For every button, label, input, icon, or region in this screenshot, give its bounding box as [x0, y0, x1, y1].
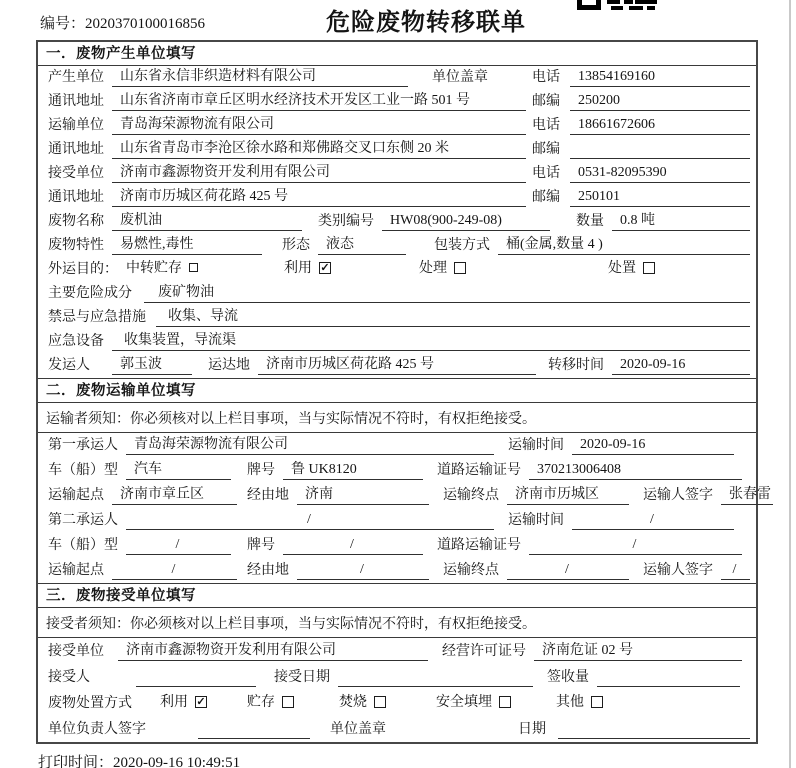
terminus-value: 济南市历城区 [507, 483, 629, 505]
option-label: 利用 [284, 261, 312, 276]
terminus-value: / [507, 562, 629, 580]
phone-label: 电话 [532, 118, 560, 133]
purpose-option [284, 257, 331, 279]
received-quantity-label: 签收量 [547, 670, 589, 685]
option-label: 贮存 [247, 695, 275, 710]
unit-seal-label: 单位盖章 [330, 722, 386, 737]
receiver-address-row [38, 186, 756, 210]
date-value [558, 737, 750, 739]
waste-name-value: 废机油 [112, 209, 302, 231]
field-label: 通讯地址 [48, 94, 104, 109]
plate-value: 鲁 UK8120 [283, 458, 423, 480]
emergency-equipment-row [38, 330, 756, 354]
vehicle-type-row [38, 458, 756, 483]
receive-date-label: 接受日期 [274, 670, 330, 685]
emergency-measures-value: 收集、导流 [156, 305, 750, 327]
field-label: 接受单位 [48, 644, 104, 659]
disposal-option [556, 691, 603, 713]
disposal-option [247, 691, 294, 713]
zip-value: 250101 [570, 189, 750, 207]
qr-code-icon [577, 0, 659, 11]
field-label: 运输单位 [48, 118, 104, 133]
section-transporter-title: 二．废物运输单位填写 [38, 378, 756, 403]
transfer-time-label: 转移时间 [548, 358, 604, 373]
responsible-signature-value [198, 737, 310, 739]
field-label: 废物名称 [48, 214, 104, 229]
field-label: 运输起点 [48, 563, 104, 578]
via-label: 经由地 [247, 488, 289, 503]
plate-label: 牌号 [247, 538, 275, 553]
section-producer-title: 一．废物产生单位填写 [38, 42, 756, 66]
producer-address-row [38, 90, 756, 114]
field-label: 第二承运人 [48, 513, 118, 528]
field-label: 通讯地址 [48, 190, 104, 205]
checkbox-checked-icon: ✓ [196, 695, 206, 708]
plate-value: / [283, 537, 423, 555]
phone-label: 电话 [532, 70, 560, 85]
print-time-label: 打印时间： [38, 755, 114, 768]
hazard-component-value: 废矿物油 [144, 281, 750, 303]
zip-value: 250200 [570, 93, 750, 111]
origin-value: 济南市章丘区 [112, 483, 237, 505]
road-permit-value: / [529, 537, 742, 555]
zip-label: 邮编 [532, 142, 560, 157]
carrier-signature-value: / [721, 562, 750, 580]
date-group [518, 718, 750, 739]
field-label: 产生单位 [48, 70, 104, 85]
terminus-label: 运输终点 [443, 563, 499, 578]
recipient-row [38, 664, 756, 690]
receiver-notice: 接受者须知：你必须核对以上栏目事项，当与实际情况不符时，有权拒绝接受。 [38, 608, 756, 638]
category-code-value: HW08(900-249-08) [382, 213, 550, 231]
section-transporter [38, 378, 771, 583]
address-value: 山东省济南市章丘区明水经济技术开发区工业一路 501 号 [112, 89, 526, 111]
disposal-option [436, 691, 511, 713]
shipper-row [38, 354, 756, 378]
road-permit-label: 道路运输证号 [437, 463, 521, 478]
received-quantity-value [597, 685, 740, 687]
recipient-value [136, 685, 256, 687]
unit-seal-label: 单位盖章 [432, 70, 488, 85]
transfer-time-value: 2020-09-16 [612, 357, 750, 375]
emergency-equipment-value: 收集装置，导流渠 [112, 329, 750, 351]
checkbox-icon [189, 263, 198, 272]
field-label: 车（船）型 [48, 463, 118, 478]
field-label: 单位负责人签字 [48, 722, 146, 737]
checkbox-icon [643, 262, 655, 274]
quantity-value: 0.8 吨 [612, 209, 750, 231]
field-label: 通讯地址 [48, 142, 104, 157]
transfer-purpose-row [38, 258, 756, 282]
field-label: 外运目的： [48, 262, 118, 277]
hazard-component-row [38, 282, 756, 306]
checkbox-icon [454, 262, 466, 274]
address-value: 山东省青岛市李沧区徐水路和郑佛路交叉口东侧 20 米 [112, 137, 526, 159]
field-label: 应急设备 [48, 334, 104, 349]
section-producer [38, 42, 756, 378]
first-carrier-row [38, 433, 756, 458]
disposal-option [339, 691, 386, 713]
second-carrier-row [38, 508, 756, 533]
option-label: 焚烧 [339, 695, 367, 710]
second-carrier-value: / [126, 512, 494, 530]
phone-value: 13854169160 [570, 69, 750, 87]
option-label: 其他 [556, 695, 584, 710]
waste-property-row [38, 234, 756, 258]
transport-route-row-2 [38, 558, 756, 583]
field-label: 车（船）型 [48, 538, 118, 553]
print-time [38, 751, 240, 768]
option-label: 中转贮存 [126, 261, 182, 276]
vehicle-type-value: 汽车 [126, 458, 231, 480]
option-label: 安全填埋 [436, 695, 492, 710]
transport-time-value: / [572, 512, 734, 530]
business-license-label: 经营许可证号 [442, 644, 526, 659]
plate-label: 牌号 [247, 463, 275, 478]
receiving-unit-row [38, 638, 756, 664]
field-label: 废物特性 [48, 238, 104, 253]
responsible-signature-row [38, 716, 756, 742]
field-label: 废物处置方式 [48, 696, 132, 711]
phone-group [532, 114, 750, 135]
category-code-label: 类别编号 [318, 214, 374, 229]
option-label: 处理 [419, 261, 447, 276]
transport-route-row [38, 483, 771, 508]
vehicle-type-value: / [126, 537, 231, 555]
option-label: 处置 [608, 261, 636, 276]
form-label: 形态 [282, 238, 310, 253]
shipper-name-value: 郭玉波 [112, 353, 192, 375]
option-label: 利用 [160, 695, 188, 710]
purpose-option [419, 257, 466, 279]
origin-value: / [112, 562, 237, 580]
emergency-measures-row [38, 306, 756, 330]
document-number-label: 编号： [40, 16, 86, 32]
transport-time-value: 2020-09-16 [572, 437, 734, 455]
transporter-unit-row [38, 114, 756, 138]
phone-value: 18661672606 [570, 117, 750, 135]
first-carrier-value: 青岛海荣源物流有限公司 [126, 433, 494, 455]
packaging-value: 桶(金属,数量 4 ) [498, 233, 750, 255]
zip-value [570, 157, 750, 159]
field-label: 禁忌与应急措施 [48, 310, 146, 325]
zip-label: 邮编 [532, 190, 560, 205]
waste-property-value: 易燃性,毒性 [112, 233, 262, 255]
transporter-address-row [38, 138, 756, 162]
page-title: 危险废物转移联单 [326, 10, 526, 36]
carrier-signature-value: 张春雷 [721, 483, 773, 505]
section-receiver [38, 583, 756, 742]
field-label: 接受人 [48, 670, 90, 685]
transport-time-label: 运输时间 [508, 513, 564, 528]
transport-time-label: 运输时间 [508, 438, 564, 453]
zip-label: 邮编 [532, 94, 560, 109]
manifest-table [36, 40, 771, 744]
carrier-signature-label: 运输人签字 [643, 563, 713, 578]
checkbox-icon [282, 696, 294, 708]
phone-group [532, 162, 750, 183]
business-license-value: 济南危证 02 号 [534, 639, 742, 661]
address-value: 济南市历城区荷花路 425 号 [112, 185, 526, 207]
terminus-label: 运输终点 [443, 488, 499, 503]
date-label: 日期 [518, 722, 546, 737]
section-receiver-title: 三．废物接受单位填写 [38, 583, 756, 608]
checkbox-icon [591, 696, 603, 708]
zip-group [532, 186, 750, 207]
road-permit-value: 370213006408 [529, 462, 742, 480]
producer-unit-row [38, 66, 756, 90]
receiving-unit-value: 济南市鑫源物资开发利用有限公司 [118, 639, 428, 661]
packaging-label: 包装方式 [434, 238, 490, 253]
scan-page-edge [789, 0, 791, 768]
purpose-option [608, 257, 655, 279]
disposal-method-row [38, 690, 756, 716]
field-label: 第一承运人 [48, 438, 118, 453]
destination-label: 运达地 [208, 358, 250, 373]
disposal-option [160, 691, 207, 713]
field-label: 运输起点 [48, 488, 104, 503]
phone-value: 0531-82095390 [570, 165, 750, 183]
phone-group [532, 66, 750, 87]
receive-date-value [338, 685, 533, 687]
vehicle-type-row-2 [38, 533, 756, 558]
transporter-name-value: 青岛海荣源物流有限公司 [112, 113, 526, 135]
purpose-option [126, 257, 198, 279]
via-value: 济南 [297, 483, 429, 505]
receiver-unit-row [38, 162, 756, 186]
checkbox-icon [499, 696, 511, 708]
transporter-notice: 运输者须知：你必须核对以上栏目事项，当与实际情况不符时，有权拒绝接受。 [38, 403, 756, 433]
form-value: 液态 [318, 233, 406, 255]
producer-name-value: 山东省永信非织造材料有限公司 [112, 65, 408, 87]
zip-group [532, 90, 750, 111]
checkbox-checked-icon: ✓ [320, 261, 330, 274]
carrier-signature-label: 运输人签字 [643, 488, 713, 503]
waste-name-row [38, 210, 756, 234]
via-value: / [297, 562, 429, 580]
via-label: 经由地 [247, 563, 289, 578]
quantity-label: 数量 [576, 214, 604, 229]
field-label: 主要危险成分 [48, 286, 132, 301]
zip-group [532, 138, 750, 159]
phone-label: 电话 [532, 166, 560, 181]
field-label: 发运人 [48, 358, 90, 373]
receiver-name-value: 济南市鑫源物资开发利用有限公司 [112, 161, 526, 183]
road-permit-label: 道路运输证号 [437, 538, 521, 553]
document-number-value: 2020370100016856 [85, 16, 206, 32]
checkbox-icon [374, 696, 386, 708]
print-time-value: 2020-09-16 10:49:51 [113, 755, 241, 768]
destination-value: 济南市历城区荷花路 425 号 [258, 353, 536, 375]
field-label: 接受单位 [48, 166, 104, 181]
